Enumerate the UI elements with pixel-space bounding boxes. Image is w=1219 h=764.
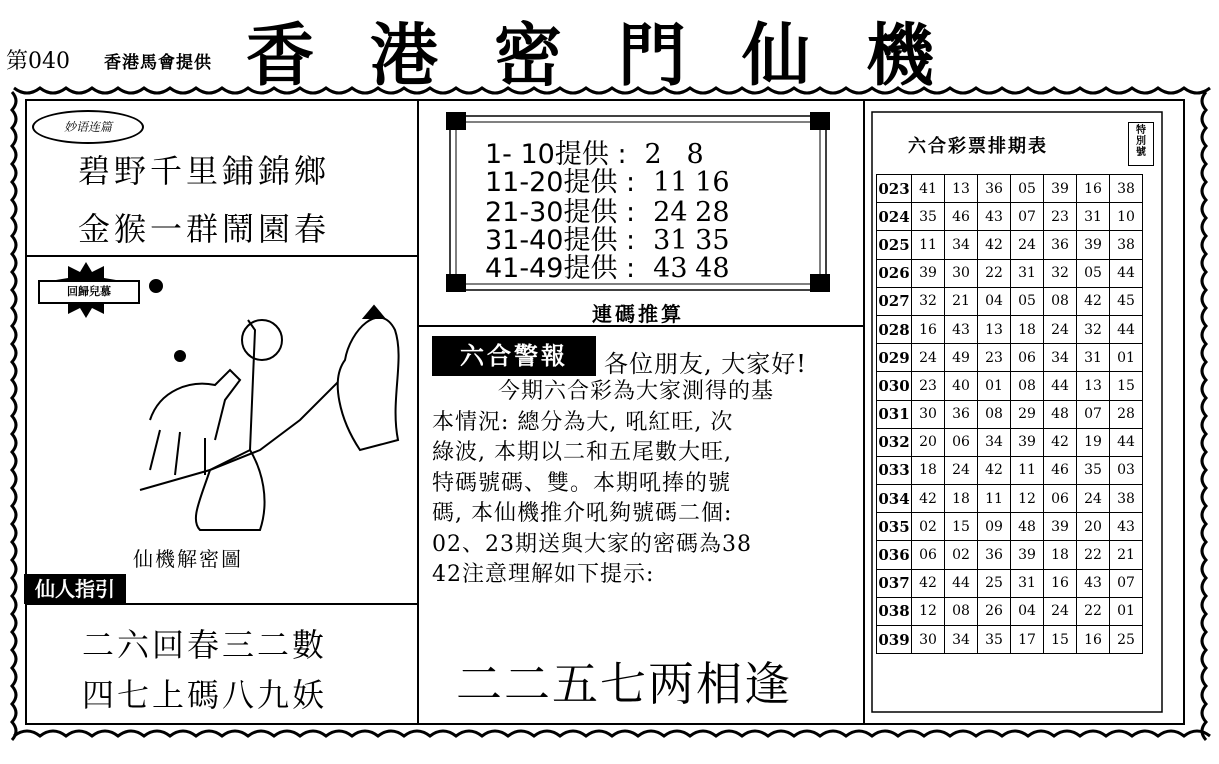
- schedule-row: [877, 400, 1143, 428]
- number-cell: 24: [945, 456, 978, 484]
- number-cell: 35: [978, 626, 1011, 654]
- number-cell: 34: [978, 428, 1011, 456]
- number-cell: 30: [912, 626, 945, 654]
- number-cell: 05: [1011, 175, 1044, 203]
- number-cell: 36: [978, 541, 1011, 569]
- number-cell: 16: [912, 315, 945, 343]
- number-cell: 13: [945, 175, 978, 203]
- number-cell: 31: [1077, 344, 1110, 372]
- number-cell: 13: [978, 315, 1011, 343]
- number-cell: 08: [1044, 287, 1077, 315]
- article-line: 特碼號碼、雙。本期吼捧的號: [432, 470, 732, 496]
- number-cell: 20: [912, 428, 945, 456]
- period-cell: 024: [877, 203, 912, 231]
- number-cell: 44: [1110, 259, 1143, 287]
- number-cell: 39: [1011, 541, 1044, 569]
- number-cell: 44: [1110, 315, 1143, 343]
- number-cell: 35: [1077, 456, 1110, 484]
- number-cell: 44: [1044, 372, 1077, 400]
- number-cell: 38: [1110, 231, 1143, 259]
- range-number: 2: [644, 139, 662, 170]
- period-cell: 029: [877, 344, 912, 372]
- number-cell: 48: [1011, 513, 1044, 541]
- number-cell: 48: [1044, 400, 1077, 428]
- range-number: 8: [686, 139, 704, 170]
- schedule-row: [877, 485, 1143, 513]
- number-cell: 39: [1044, 175, 1077, 203]
- number-cell: 44: [945, 569, 978, 597]
- schedule-row: [877, 569, 1143, 597]
- number-cell: 05: [1011, 287, 1044, 315]
- number-cell: 02: [945, 541, 978, 569]
- number-cell: 46: [1044, 456, 1077, 484]
- schedule-row: [877, 344, 1143, 372]
- number-cell: 12: [1011, 485, 1044, 513]
- number-cell: 30: [912, 400, 945, 428]
- schedule-row: [877, 231, 1143, 259]
- riddle-line-2: 四七上碼八九妖: [82, 676, 328, 714]
- number-cell: 06: [945, 428, 978, 456]
- schedule-row: [877, 456, 1143, 484]
- period-cell: 036: [877, 541, 912, 569]
- number-cell: 04: [1011, 597, 1044, 625]
- alert-greeting: 各位朋友, 大家好!: [604, 350, 807, 378]
- range-label: 1- 10提供 :: [485, 139, 627, 170]
- number-cell: 20: [1077, 513, 1110, 541]
- range-label: 11-20提供 :: [485, 167, 636, 198]
- number-cell: 22: [1077, 541, 1110, 569]
- number-cell: 46: [945, 203, 978, 231]
- range-number: 28: [695, 197, 730, 228]
- period-cell: 028: [877, 315, 912, 343]
- schedule-row: [877, 597, 1143, 625]
- number-cell: 21: [1110, 541, 1143, 569]
- number-cell: 19: [1077, 428, 1110, 456]
- period-cell: 031: [877, 400, 912, 428]
- schedule-row: [877, 372, 1143, 400]
- number-cell: 12: [912, 597, 945, 625]
- number-cell: 41: [912, 175, 945, 203]
- number-cell: 44: [1110, 428, 1143, 456]
- illustration-drawing: [140, 280, 399, 530]
- schedule-row: [877, 626, 1143, 654]
- article-line: 42注意理解如下提示:: [432, 562, 655, 587]
- page-title: 香港密門仙機: [246, 17, 991, 96]
- number-cell: 34: [945, 626, 978, 654]
- number-cell: 15: [945, 513, 978, 541]
- schedule-title: 六合彩票排期表: [908, 136, 1048, 157]
- number-cell: 06: [1044, 485, 1077, 513]
- number-cell: 18: [945, 485, 978, 513]
- number-cell: 31: [1077, 203, 1110, 231]
- number-cell: 13: [1077, 372, 1110, 400]
- number-cell: 21: [945, 287, 978, 315]
- number-cell: 08: [1011, 372, 1044, 400]
- poem-stamp: 妙语连篇: [32, 110, 144, 144]
- alert-hint: 二二五七两相逢: [456, 657, 792, 711]
- number-cell: 34: [1044, 344, 1077, 372]
- number-cell: 15: [1044, 626, 1077, 654]
- article-line: 碼, 本仙機推介吼夠號碼二個:: [432, 501, 733, 526]
- number-cell: 07: [1077, 400, 1110, 428]
- number-cell: 15: [1110, 372, 1143, 400]
- period-cell: 037: [877, 569, 912, 597]
- number-cell: 30: [945, 259, 978, 287]
- number-cell: 29: [1011, 400, 1044, 428]
- number-cell: 32: [1044, 259, 1077, 287]
- number-cell: 06: [912, 541, 945, 569]
- special-number-label: 特 別 號: [1128, 122, 1154, 166]
- number-cell: 07: [1011, 203, 1044, 231]
- number-cell: 36: [945, 400, 978, 428]
- number-cell: 45: [1110, 287, 1143, 315]
- number-cell: 18: [912, 456, 945, 484]
- number-cell: 01: [978, 372, 1011, 400]
- number-cell: 42: [978, 456, 1011, 484]
- number-cell: 16: [1077, 175, 1110, 203]
- number-cell: 35: [912, 203, 945, 231]
- range-number: 43: [653, 253, 688, 284]
- number-cell: 42: [1077, 287, 1110, 315]
- range-number: 48: [695, 253, 730, 284]
- number-cell: 36: [978, 175, 1011, 203]
- period-cell: 027: [877, 287, 912, 315]
- number-cell: 06: [1011, 344, 1044, 372]
- number-cell: 43: [978, 203, 1011, 231]
- schedule-row: [877, 428, 1143, 456]
- number-cell: 07: [1110, 569, 1143, 597]
- article-line: 綠波, 本期以二和五尾數大旺,: [432, 440, 732, 465]
- number-cell: 24: [1011, 231, 1044, 259]
- number-cell: 23: [912, 372, 945, 400]
- number-cell: 49: [945, 344, 978, 372]
- period-cell: 030: [877, 372, 912, 400]
- number-cell: 24: [1044, 315, 1077, 343]
- provider-label: 香港馬會提供: [104, 53, 212, 73]
- number-cell: 26: [978, 597, 1011, 625]
- number-cell: 39: [1011, 428, 1044, 456]
- period-cell: 039: [877, 626, 912, 654]
- range-number: 31: [653, 225, 688, 256]
- number-cell: 02: [912, 513, 945, 541]
- number-cell: 03: [1110, 456, 1143, 484]
- number-cell: 10: [1110, 203, 1143, 231]
- number-cell: 11: [912, 231, 945, 259]
- period-cell: 025: [877, 231, 912, 259]
- period-cell: 038: [877, 597, 912, 625]
- issue-number: 第040: [6, 49, 70, 74]
- number-cell: 01: [1110, 597, 1143, 625]
- number-cell: 09: [978, 513, 1011, 541]
- number-cell: 38: [1110, 175, 1143, 203]
- number-cell: 17: [1011, 626, 1044, 654]
- riddle-line-1: 二六回春三二數: [82, 626, 328, 664]
- schedule-row: [877, 203, 1143, 231]
- number-cell: 43: [945, 315, 978, 343]
- number-cell: 24: [912, 344, 945, 372]
- number-cell: 32: [912, 287, 945, 315]
- illustration-badge: 回歸兒慕: [38, 280, 140, 304]
- number-cell: 38: [1110, 485, 1143, 513]
- number-cell: 39: [1044, 513, 1077, 541]
- period-cell: 023: [877, 175, 912, 203]
- article-line: 本情況: 總分為大, 吼紅旺, 次: [432, 409, 734, 435]
- number-cell: 11: [1011, 456, 1044, 484]
- number-cell: 01: [1110, 344, 1143, 372]
- number-cell: 22: [978, 259, 1011, 287]
- number-cell: 04: [978, 287, 1011, 315]
- number-cell: 36: [1044, 231, 1077, 259]
- range-number: 24: [653, 197, 688, 228]
- number-cell: 25: [1110, 626, 1143, 654]
- number-cell: 11: [978, 485, 1011, 513]
- schedule-row: [877, 513, 1143, 541]
- range-row: [485, 246, 737, 285]
- number-cell: 23: [978, 344, 1011, 372]
- number-cell: 43: [1110, 513, 1143, 541]
- schedule-row: [877, 287, 1143, 315]
- number-cell: 31: [1011, 259, 1044, 287]
- range-label: 41-49提供 :: [485, 253, 636, 284]
- number-cell: 39: [1077, 231, 1110, 259]
- number-cell: 42: [978, 231, 1011, 259]
- schedule-row: [877, 259, 1143, 287]
- period-cell: 035: [877, 513, 912, 541]
- number-cell: 42: [912, 569, 945, 597]
- period-cell: 026: [877, 259, 912, 287]
- number-cell: 08: [945, 597, 978, 625]
- schedule-row: [877, 541, 1143, 569]
- range-number: 11: [653, 167, 688, 198]
- number-cell: 22: [1077, 597, 1110, 625]
- period-cell: 033: [877, 456, 912, 484]
- number-cell: 24: [1077, 485, 1110, 513]
- period-cell: 032: [877, 428, 912, 456]
- number-cell: 34: [945, 231, 978, 259]
- range-label: 21-30提供 :: [485, 197, 636, 228]
- number-cell: 43: [1077, 569, 1110, 597]
- number-cell: 40: [945, 372, 978, 400]
- article-line: 今期六合彩為大家測得的基: [498, 379, 775, 404]
- guide-tab: 仙人指引: [24, 574, 126, 604]
- number-cell: 08: [978, 400, 1011, 428]
- number-cell: 05: [1077, 259, 1110, 287]
- range-label: 31-40提供 :: [485, 225, 636, 256]
- schedule-row: [877, 175, 1143, 203]
- number-cell: 24: [1044, 597, 1077, 625]
- number-cell: 42: [912, 485, 945, 513]
- number-cell: 16: [1077, 626, 1110, 654]
- range-number: 35: [695, 225, 730, 256]
- number-cell: 25: [978, 569, 1011, 597]
- article-line: 02、23期送與大家的密碼為38: [432, 531, 752, 557]
- range-caption: 連碼推算: [592, 302, 684, 326]
- number-cell: 32: [1077, 315, 1110, 343]
- period-cell: 034: [877, 485, 912, 513]
- schedule-table: [876, 174, 1143, 654]
- alert-article: [432, 377, 842, 591]
- number-cell: 28: [1110, 400, 1143, 428]
- number-cell: 23: [1044, 203, 1077, 231]
- schedule-row: [877, 315, 1143, 343]
- number-cell: 18: [1011, 315, 1044, 343]
- poem-line-1: 碧野千里鋪錦鄉: [78, 152, 331, 190]
- number-cell: 31: [1011, 569, 1044, 597]
- number-cell: 39: [912, 259, 945, 287]
- alert-tab: 六合警報: [432, 336, 596, 376]
- range-number: 16: [695, 167, 730, 198]
- poem-line-2: 金猴一群鬧園春: [78, 210, 331, 248]
- number-cell: 42: [1044, 428, 1077, 456]
- illustration-caption: 仙機解密圖: [133, 547, 243, 571]
- number-cell: 18: [1044, 541, 1077, 569]
- number-cell: 16: [1044, 569, 1077, 597]
